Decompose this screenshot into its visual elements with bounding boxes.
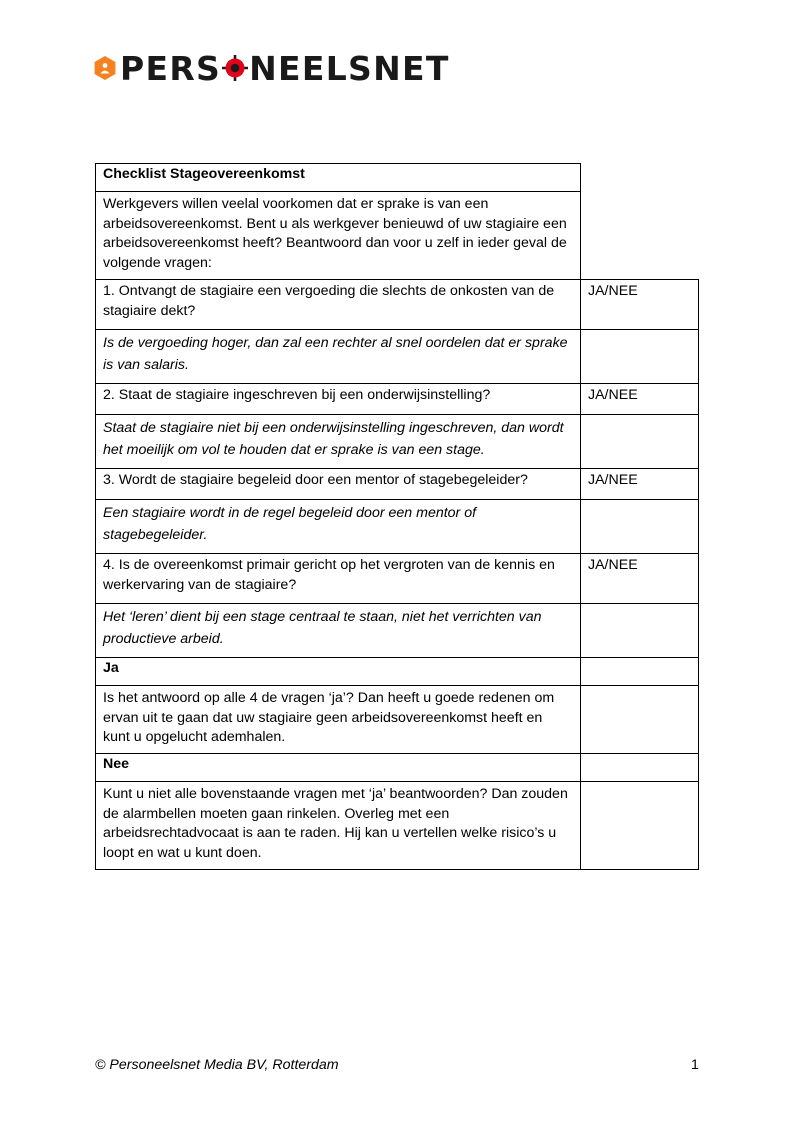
logo-hexagon-icon [94,56,116,80]
table-header-row [96,164,699,192]
logo-text-part-2: NEELSNET [249,48,450,88]
empty-answer-cell [581,604,699,658]
empty-answer-cell [581,782,699,870]
hint-text: Het ‘leren’ dient bij een stage centraal te staan, niet het verrichten van productieve arbeid. [96,604,581,658]
hint-text: Een stagiaire wordt in de regel begeleid door een mentor of stagebegeleider. [96,500,581,554]
answer-cell: JA/NEE [581,280,699,330]
empty-answer-cell [581,658,699,686]
answer-cell: JA/NEE [581,554,699,604]
footer-copyright: © Personeelsnet Media BV, Rotterdam [95,1057,339,1073]
intro-row [96,192,699,280]
question-row [96,469,699,500]
yes-text: Is het antwoord op alle 4 de vragen ‘ja’? Dan heeft u goede redenen om ervan uit te gaan dat uw stagiaire geen arbeidsovereenkomst heeft en kunt u opgelucht ademhalen. [96,686,581,754]
checklist-table [95,163,699,870]
question-text: 3. Wordt de stagiaire begeleid door een mentor of stagebegeleider? [96,469,581,500]
hint-text: Is de vergoeding hoger, dan zal een rechter al snel oordelen dat er sprake is van salaris. [96,330,581,384]
question-row [96,554,699,604]
answer-cell: JA/NEE [581,384,699,415]
hint-row [96,604,699,658]
question-text: 2. Staat de stagiaire ingeschreven bij een onderwijsinstelling? [96,384,581,415]
no-label-row [96,754,699,782]
question-row [96,280,699,330]
yes-text-row [96,686,699,754]
logo-wordmark [120,48,450,88]
checklist-title: Checklist Stageovereenkomst [96,164,581,192]
page-number: 1 [691,1057,699,1073]
yes-label: Ja [96,658,581,686]
hint-row [96,500,699,554]
empty-answer-cell [581,500,699,554]
logo-target-icon [222,55,248,81]
intro-text: Werkgevers willen veelal voorkomen dat er sprake is van een arbeidsovereenkomst. Bent u als werkgever benieuwd of uw stagiaire een arbeidsovereenkomst heeft? Beantwoord dan voor u zelf in ieder geval de volgende vragen: [96,192,581,280]
no-text: Kunt u niet alle bovenstaande vragen met ‘ja’ beantwoorden? Dan zouden de alarmbellen moeten gaan rinkelen. Overleg met een arbeidsrechtadvocaat is aan te raden. Hij kan u vertellen welke risico’s u loopt en wat u kunt doen. [96,782,581,870]
hint-text: Staat de stagiaire niet bij een onderwijsinstelling ingeschreven, dan wordt het moeilijk om vol te houden dat er sprake is van een stage. [96,415,581,469]
empty-answer-cell [581,330,699,384]
answer-cell: JA/NEE [581,469,699,500]
no-label: Nee [96,754,581,782]
hint-row [96,330,699,384]
logo-text-part-1: PERS [120,48,222,88]
no-text-row [96,782,699,870]
hint-row [96,415,699,469]
empty-answer-cell [581,415,699,469]
yes-label-row [96,658,699,686]
personeelsnet-logo [94,50,450,86]
empty-answer-cell [581,754,699,782]
question-text: 1. Ontvangt de stagiaire een vergoeding die slechts de onkosten van de stagiaire dekt? [96,280,581,330]
question-row [96,384,699,415]
question-text: 4. Is de overeenkomst primair gericht op het vergroten van de kennis en werkervaring van de stagiaire? [96,554,581,604]
empty-answer-cell [581,686,699,754]
